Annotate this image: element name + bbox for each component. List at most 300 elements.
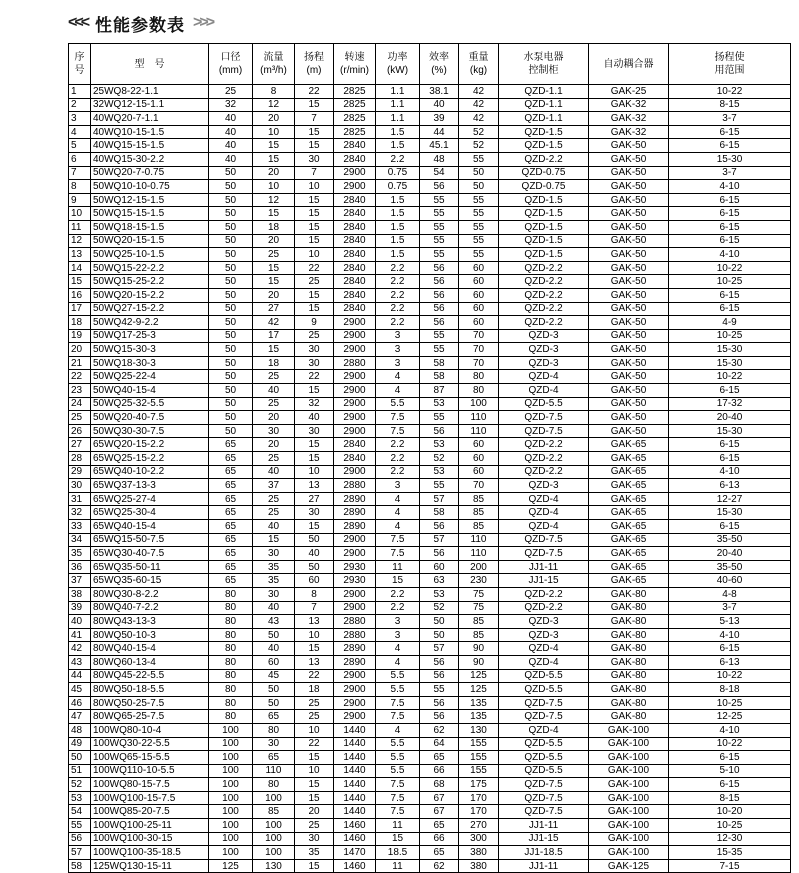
row-weight: 85 xyxy=(459,506,499,520)
row-power: 7.5 xyxy=(376,805,420,819)
row-speed: 2900 xyxy=(334,683,376,697)
row-seq: 18 xyxy=(69,316,91,330)
row-auto-coupler: GAK-80 xyxy=(589,696,669,710)
row-diameter: 80 xyxy=(209,615,253,629)
row-control-cabinet: QZD-4 xyxy=(499,370,589,384)
row-efficiency: 65 xyxy=(420,751,459,765)
row-head: 13 xyxy=(295,615,334,629)
row-auto-coupler: GAK-100 xyxy=(589,751,669,765)
row-flow: 30 xyxy=(253,587,295,601)
row-efficiency: 62 xyxy=(420,859,459,873)
row-control-cabinet: QZD-4 xyxy=(499,642,589,656)
row-seq: 54 xyxy=(69,805,91,819)
row-seq: 16 xyxy=(69,288,91,302)
row-auto-coupler: GAK-50 xyxy=(589,343,669,357)
row-seq: 49 xyxy=(69,737,91,751)
row-diameter: 100 xyxy=(209,737,253,751)
row-diameter: 65 xyxy=(209,479,253,493)
row-seq: 52 xyxy=(69,778,91,792)
row-speed: 2825 xyxy=(334,112,376,126)
row-auto-coupler: GAK-50 xyxy=(589,316,669,330)
row-auto-coupler: GAK-65 xyxy=(589,560,669,574)
row-efficiency: 58 xyxy=(420,370,459,384)
row-diameter: 50 xyxy=(209,261,253,275)
row-head: 30 xyxy=(295,506,334,520)
row-weight: 135 xyxy=(459,696,499,710)
row-control-cabinet: QZD-7.5 xyxy=(499,710,589,724)
row-power: 7.5 xyxy=(376,547,420,561)
row-weight: 110 xyxy=(459,424,499,438)
row-flow: 85 xyxy=(253,805,295,819)
row-speed: 2900 xyxy=(334,669,376,683)
row-efficiency: 53 xyxy=(420,465,459,479)
row-auto-coupler: GAK-50 xyxy=(589,329,669,343)
table-row xyxy=(69,737,791,751)
row-auto-coupler: GAK-100 xyxy=(589,737,669,751)
row-auto-coupler: GAK-25 xyxy=(589,85,669,99)
row-auto-coupler: GAK-50 xyxy=(589,397,669,411)
table-row xyxy=(69,356,791,370)
row-weight: 70 xyxy=(459,343,499,357)
row-weight: 50 xyxy=(459,180,499,194)
performance-table xyxy=(68,43,791,873)
row-power: 1.1 xyxy=(376,85,420,99)
row-control-cabinet: QZD-2.2 xyxy=(499,302,589,316)
row-weight: 60 xyxy=(459,452,499,466)
row-weight: 60 xyxy=(459,438,499,452)
header-line: 水泵电器 xyxy=(523,52,564,63)
row-head-range: 5-13 xyxy=(669,615,791,629)
row-speed: 2900 xyxy=(334,547,376,561)
row-control-cabinet: QZD-0.75 xyxy=(499,166,589,180)
row-speed: 2900 xyxy=(334,465,376,479)
row-head-range: 8-15 xyxy=(669,791,791,805)
row-control-cabinet: QZD-3 xyxy=(499,329,589,343)
row-control-cabinet: QZD-5.5 xyxy=(499,397,589,411)
row-diameter: 80 xyxy=(209,669,253,683)
row-speed: 1440 xyxy=(334,723,376,737)
row-power: 5.5 xyxy=(376,683,420,697)
row-control-cabinet: QZD-5.5 xyxy=(499,737,589,751)
table-row xyxy=(69,152,791,166)
row-speed: 1460 xyxy=(334,819,376,833)
row-speed: 2900 xyxy=(334,587,376,601)
row-control-cabinet: JJ1-18.5 xyxy=(499,846,589,860)
row-flow: 20 xyxy=(253,234,295,248)
row-head: 7 xyxy=(295,166,334,180)
row-control-cabinet: QZD-4 xyxy=(499,655,589,669)
header-line: (kg) xyxy=(469,65,488,76)
table-row xyxy=(69,819,791,833)
row-control-cabinet: JJ1-11 xyxy=(499,859,589,873)
row-model: 65WQ40-15-4 xyxy=(91,520,209,534)
row-auto-coupler: GAK-125 xyxy=(589,859,669,873)
row-diameter: 100 xyxy=(209,819,253,833)
table-row xyxy=(69,791,791,805)
row-weight: 200 xyxy=(459,560,499,574)
row-flow: 20 xyxy=(253,411,295,425)
row-power: 1.5 xyxy=(376,248,420,262)
row-flow: 15 xyxy=(253,275,295,289)
row-diameter: 50 xyxy=(209,356,253,370)
row-control-cabinet: QZD-1.1 xyxy=(499,112,589,126)
row-diameter: 40 xyxy=(209,152,253,166)
row-speed: 2900 xyxy=(334,329,376,343)
row-weight: 170 xyxy=(459,791,499,805)
table-row xyxy=(69,805,791,819)
row-flow: 80 xyxy=(253,778,295,792)
row-efficiency: 56 xyxy=(420,710,459,724)
table-row xyxy=(69,343,791,357)
row-weight: 300 xyxy=(459,832,499,846)
row-head: 13 xyxy=(295,479,334,493)
row-head: 50 xyxy=(295,560,334,574)
row-control-cabinet: QZD-4 xyxy=(499,492,589,506)
row-auto-coupler: GAK-50 xyxy=(589,370,669,384)
row-speed: 2840 xyxy=(334,220,376,234)
row-control-cabinet: JJ1-11 xyxy=(499,560,589,574)
row-flow: 20 xyxy=(253,288,295,302)
row-weight: 380 xyxy=(459,859,499,873)
row-speed: 1440 xyxy=(334,791,376,805)
row-diameter: 50 xyxy=(209,370,253,384)
row-auto-coupler: GAK-65 xyxy=(589,492,669,506)
row-efficiency: 53 xyxy=(420,438,459,452)
row-efficiency: 56 xyxy=(420,696,459,710)
row-efficiency: 65 xyxy=(420,819,459,833)
row-model: 65WQ30-40-7.5 xyxy=(91,547,209,561)
row-auto-coupler: GAK-50 xyxy=(589,356,669,370)
row-efficiency: 55 xyxy=(420,234,459,248)
row-auto-coupler: GAK-50 xyxy=(589,411,669,425)
row-diameter: 50 xyxy=(209,316,253,330)
row-diameter: 50 xyxy=(209,302,253,316)
row-efficiency: 57 xyxy=(420,533,459,547)
row-speed: 2900 xyxy=(334,180,376,194)
row-head-range: 15-35 xyxy=(669,846,791,860)
table-row xyxy=(69,207,791,221)
table-row xyxy=(69,438,791,452)
row-weight: 90 xyxy=(459,642,499,656)
row-flow: 42 xyxy=(253,316,295,330)
row-seq: 55 xyxy=(69,819,91,833)
row-speed: 2840 xyxy=(334,261,376,275)
row-efficiency: 38.1 xyxy=(420,85,459,99)
row-seq: 53 xyxy=(69,791,91,805)
row-power: 1.5 xyxy=(376,220,420,234)
header-head-range xyxy=(669,44,791,85)
row-efficiency: 67 xyxy=(420,805,459,819)
row-head: 15 xyxy=(295,520,334,534)
row-seq: 51 xyxy=(69,764,91,778)
row-head: 15 xyxy=(295,778,334,792)
row-flow: 15 xyxy=(253,343,295,357)
row-speed: 2890 xyxy=(334,642,376,656)
row-head-range: 3-7 xyxy=(669,601,791,615)
row-flow: 20 xyxy=(253,166,295,180)
row-model: 65WQ35-50-11 xyxy=(91,560,209,574)
row-seq: 47 xyxy=(69,710,91,724)
row-head-range: 10-22 xyxy=(669,737,791,751)
row-power: 2.2 xyxy=(376,302,420,316)
row-diameter: 65 xyxy=(209,547,253,561)
row-diameter: 80 xyxy=(209,655,253,669)
row-efficiency: 57 xyxy=(420,642,459,656)
row-weight: 60 xyxy=(459,465,499,479)
row-power: 5.5 xyxy=(376,397,420,411)
row-efficiency: 55 xyxy=(420,479,459,493)
table-row xyxy=(69,520,791,534)
row-head: 40 xyxy=(295,411,334,425)
row-weight: 110 xyxy=(459,533,499,547)
row-control-cabinet: JJ1-15 xyxy=(499,574,589,588)
row-power: 2.2 xyxy=(376,438,420,452)
row-flow: 35 xyxy=(253,574,295,588)
row-model: 65WQ25-15-2.2 xyxy=(91,452,209,466)
row-seq: 22 xyxy=(69,370,91,384)
row-efficiency: 68 xyxy=(420,778,459,792)
title-text: 性能参数表 xyxy=(95,15,186,35)
row-auto-coupler: GAK-80 xyxy=(589,587,669,601)
table-row xyxy=(69,710,791,724)
row-auto-coupler: GAK-50 xyxy=(589,139,669,153)
header-line: (m) xyxy=(306,65,322,76)
row-weight: 80 xyxy=(459,370,499,384)
row-flow: 25 xyxy=(253,248,295,262)
row-control-cabinet: QZD-2.2 xyxy=(499,465,589,479)
row-speed: 2825 xyxy=(334,125,376,139)
row-seq: 57 xyxy=(69,846,91,860)
row-head: 15 xyxy=(295,438,334,452)
row-head: 30 xyxy=(295,356,334,370)
row-head: 9 xyxy=(295,316,334,330)
row-head: 25 xyxy=(295,275,334,289)
row-seq: 44 xyxy=(69,669,91,683)
row-head-range: 12-25 xyxy=(669,710,791,724)
row-control-cabinet: QZD-4 xyxy=(499,723,589,737)
row-efficiency: 56 xyxy=(420,316,459,330)
table-body xyxy=(69,85,791,873)
row-model: 100WQ100-15-7.5 xyxy=(91,791,209,805)
row-seq: 10 xyxy=(69,207,91,221)
row-head-range: 6-13 xyxy=(669,655,791,669)
row-auto-coupler: GAK-50 xyxy=(589,261,669,275)
row-flow: 130 xyxy=(253,859,295,873)
row-flow: 100 xyxy=(253,819,295,833)
row-head: 25 xyxy=(295,329,334,343)
row-head-range: 5-10 xyxy=(669,764,791,778)
table-row xyxy=(69,85,791,99)
row-head-range: 15-30 xyxy=(669,343,791,357)
row-flow: 25 xyxy=(253,492,295,506)
row-weight: 125 xyxy=(459,669,499,683)
row-efficiency: 67 xyxy=(420,791,459,805)
row-model: 50WQ17-25-3 xyxy=(91,329,209,343)
row-head-range: 8-15 xyxy=(669,98,791,112)
row-flow: 27 xyxy=(253,302,295,316)
row-flow: 15 xyxy=(253,139,295,153)
table-row xyxy=(69,628,791,642)
row-control-cabinet: QZD-2.2 xyxy=(499,275,589,289)
row-model: 50WQ15-25-2.2 xyxy=(91,275,209,289)
row-flow: 80 xyxy=(253,723,295,737)
table-header xyxy=(69,44,791,85)
row-seq: 35 xyxy=(69,547,91,561)
row-head: 15 xyxy=(295,452,334,466)
header-line: 效率 xyxy=(429,52,449,63)
row-head-range: 20-40 xyxy=(669,547,791,561)
table-row xyxy=(69,574,791,588)
row-head-range: 15-30 xyxy=(669,356,791,370)
row-model: 65WQ40-10-2.2 xyxy=(91,465,209,479)
table-row xyxy=(69,397,791,411)
row-speed: 1460 xyxy=(334,859,376,873)
row-model: 125WQ130-15-11 xyxy=(91,859,209,873)
row-weight: 90 xyxy=(459,655,499,669)
table-row xyxy=(69,424,791,438)
row-power: 3 xyxy=(376,343,420,357)
row-seq: 40 xyxy=(69,615,91,629)
row-model: 80WQ30-8-2.2 xyxy=(91,587,209,601)
row-efficiency: 56 xyxy=(420,669,459,683)
row-weight: 130 xyxy=(459,723,499,737)
row-flow: 12 xyxy=(253,193,295,207)
row-auto-coupler: GAK-80 xyxy=(589,628,669,642)
row-head-range: 6-15 xyxy=(669,234,791,248)
row-diameter: 80 xyxy=(209,587,253,601)
row-power: 4 xyxy=(376,492,420,506)
row-speed: 2900 xyxy=(334,533,376,547)
row-diameter: 65 xyxy=(209,533,253,547)
row-power: 2.2 xyxy=(376,316,420,330)
row-control-cabinet: QZD-7.5 xyxy=(499,805,589,819)
row-seq: 3 xyxy=(69,112,91,126)
row-efficiency: 56 xyxy=(420,180,459,194)
row-speed: 2900 xyxy=(334,384,376,398)
row-diameter: 100 xyxy=(209,832,253,846)
row-head-range: 6-15 xyxy=(669,207,791,221)
row-efficiency: 60 xyxy=(420,560,459,574)
row-flow: 30 xyxy=(253,737,295,751)
row-speed: 2890 xyxy=(334,520,376,534)
header-weight xyxy=(459,44,499,85)
row-model: 65WQ15-50-7.5 xyxy=(91,533,209,547)
row-control-cabinet: QZD-1.1 xyxy=(499,98,589,112)
row-power: 7.5 xyxy=(376,424,420,438)
row-speed: 2840 xyxy=(334,152,376,166)
row-head-range: 6-15 xyxy=(669,384,791,398)
row-control-cabinet: QZD-7.5 xyxy=(499,411,589,425)
row-head: 15 xyxy=(295,642,334,656)
row-seq: 2 xyxy=(69,98,91,112)
row-head-range: 7-15 xyxy=(669,859,791,873)
row-model: 50WQ25-22-4 xyxy=(91,370,209,384)
table-row xyxy=(69,492,791,506)
row-efficiency: 58 xyxy=(420,356,459,370)
row-head: 22 xyxy=(295,261,334,275)
row-speed: 2930 xyxy=(334,574,376,588)
table-row xyxy=(69,316,791,330)
row-weight: 50 xyxy=(459,166,499,180)
row-flow: 15 xyxy=(253,533,295,547)
row-head: 22 xyxy=(295,85,334,99)
table-row xyxy=(69,655,791,669)
row-auto-coupler: GAK-50 xyxy=(589,234,669,248)
row-head-range: 10-25 xyxy=(669,329,791,343)
row-diameter: 50 xyxy=(209,275,253,289)
row-seq: 13 xyxy=(69,248,91,262)
row-control-cabinet: JJ1-15 xyxy=(499,832,589,846)
row-control-cabinet: QZD-2.2 xyxy=(499,152,589,166)
row-head: 15 xyxy=(295,193,334,207)
row-control-cabinet: QZD-3 xyxy=(499,615,589,629)
row-flow: 40 xyxy=(253,384,295,398)
header-row xyxy=(69,44,791,85)
row-auto-coupler: GAK-50 xyxy=(589,180,669,194)
row-efficiency: 56 xyxy=(420,655,459,669)
row-auto-coupler: GAK-50 xyxy=(589,288,669,302)
row-efficiency: 55 xyxy=(420,193,459,207)
row-diameter: 65 xyxy=(209,438,253,452)
row-flow: 40 xyxy=(253,465,295,479)
table-row xyxy=(69,452,791,466)
row-model: 50WQ20-15-1.5 xyxy=(91,234,209,248)
row-flow: 15 xyxy=(253,261,295,275)
row-control-cabinet: QZD-2.2 xyxy=(499,452,589,466)
row-head: 7 xyxy=(295,601,334,615)
row-model: 100WQ65-15-5.5 xyxy=(91,751,209,765)
row-speed: 2840 xyxy=(334,288,376,302)
row-speed: 2900 xyxy=(334,601,376,615)
row-weight: 155 xyxy=(459,751,499,765)
row-head: 30 xyxy=(295,152,334,166)
row-model: 40WQ15-30-2.2 xyxy=(91,152,209,166)
row-auto-coupler: GAK-80 xyxy=(589,669,669,683)
row-head: 18 xyxy=(295,683,334,697)
header-speed xyxy=(334,44,376,85)
row-head: 8 xyxy=(295,587,334,601)
row-flow: 12 xyxy=(253,98,295,112)
row-model: 25WQ8-22-1.1 xyxy=(91,85,209,99)
row-auto-coupler: GAK-80 xyxy=(589,710,669,724)
row-seq: 9 xyxy=(69,193,91,207)
header-flow xyxy=(253,44,295,85)
row-head: 15 xyxy=(295,220,334,234)
row-speed: 1440 xyxy=(334,751,376,765)
row-flow: 65 xyxy=(253,710,295,724)
row-flow: 100 xyxy=(253,791,295,805)
row-model: 50WQ20-7-0.75 xyxy=(91,166,209,180)
row-power: 11 xyxy=(376,560,420,574)
row-flow: 20 xyxy=(253,438,295,452)
row-efficiency: 57 xyxy=(420,492,459,506)
row-weight: 110 xyxy=(459,547,499,561)
table-row xyxy=(69,302,791,316)
row-head: 15 xyxy=(295,751,334,765)
row-model: 40WQ10-15-1.5 xyxy=(91,125,209,139)
row-auto-coupler: GAK-65 xyxy=(589,574,669,588)
row-weight: 60 xyxy=(459,316,499,330)
header-control-cabinet xyxy=(499,44,589,85)
row-weight: 230 xyxy=(459,574,499,588)
row-seq: 28 xyxy=(69,452,91,466)
header-efficiency xyxy=(420,44,459,85)
table-row xyxy=(69,832,791,846)
row-head-range: 3-7 xyxy=(669,112,791,126)
row-head: 60 xyxy=(295,574,334,588)
table-row xyxy=(69,547,791,561)
row-auto-coupler: GAK-65 xyxy=(589,533,669,547)
